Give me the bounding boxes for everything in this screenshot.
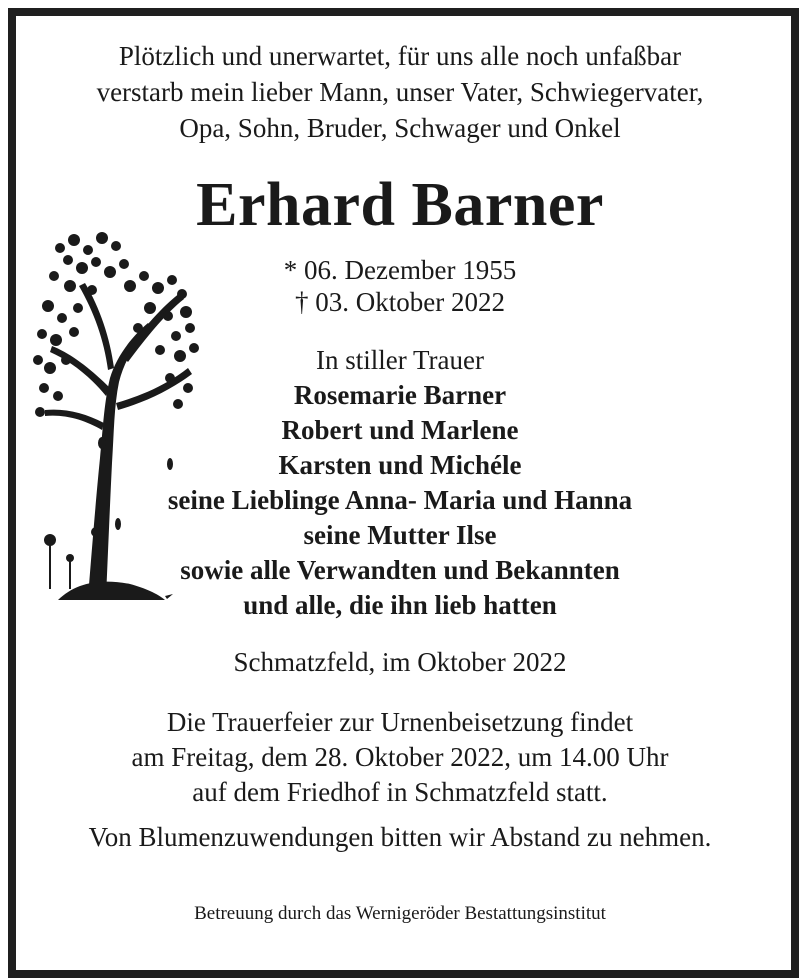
intro-line-3: Opa, Sohn, Bruder, Schwager und Onkel: [179, 113, 621, 143]
tree-illustration-icon: [30, 228, 200, 608]
birth-date: * 06. Dezember 1955: [283, 255, 517, 285]
ceremony-line-3: auf dem Friedhof in Schmatzfeld statt.: [192, 777, 608, 807]
intro-line-1: Plötzlich und unerwartet, für uns alle noch unfaßbar: [118, 41, 682, 71]
intro-line-2: verstarb mein lieber Mann, unser Vater, Schwiegervater,: [96, 77, 704, 107]
mourner-5: seine Mutter Ilse: [303, 520, 497, 550]
mourning-label: In stiller Trauer: [316, 345, 484, 375]
mourner-1: Rosemarie Barner: [293, 380, 507, 410]
mourner-6: sowie alle Verwandten und Bekannten: [180, 555, 620, 585]
death-date: † 03. Oktober 2022: [295, 287, 505, 317]
deceased-name: Erhard Barner: [196, 171, 604, 239]
ceremony-line-1: Die Trauerfeier zur Urnenbeisetzung findet: [166, 707, 634, 737]
place-date: Schmatzfeld, im Oktober 2022: [233, 647, 567, 677]
mourner-2: Robert und Marlene: [281, 415, 519, 445]
mourner-3: Karsten und Michéle: [278, 450, 522, 480]
ceremony-line-2: am Freitag, dem 28. Oktober 2022, um 14.00 Uhr: [131, 742, 669, 772]
footer-note: Betreuung durch das Wernigeröder Bestattungsinstitut: [194, 903, 606, 924]
mourner-4: seine Lieblinge Anna- Maria und Hanna: [167, 485, 633, 515]
mourner-7: und alle, die ihn lieb hatten: [243, 590, 557, 620]
flowers-note: Von Blumenzuwendungen bitten wir Abstand zu nehmen.: [88, 822, 712, 852]
